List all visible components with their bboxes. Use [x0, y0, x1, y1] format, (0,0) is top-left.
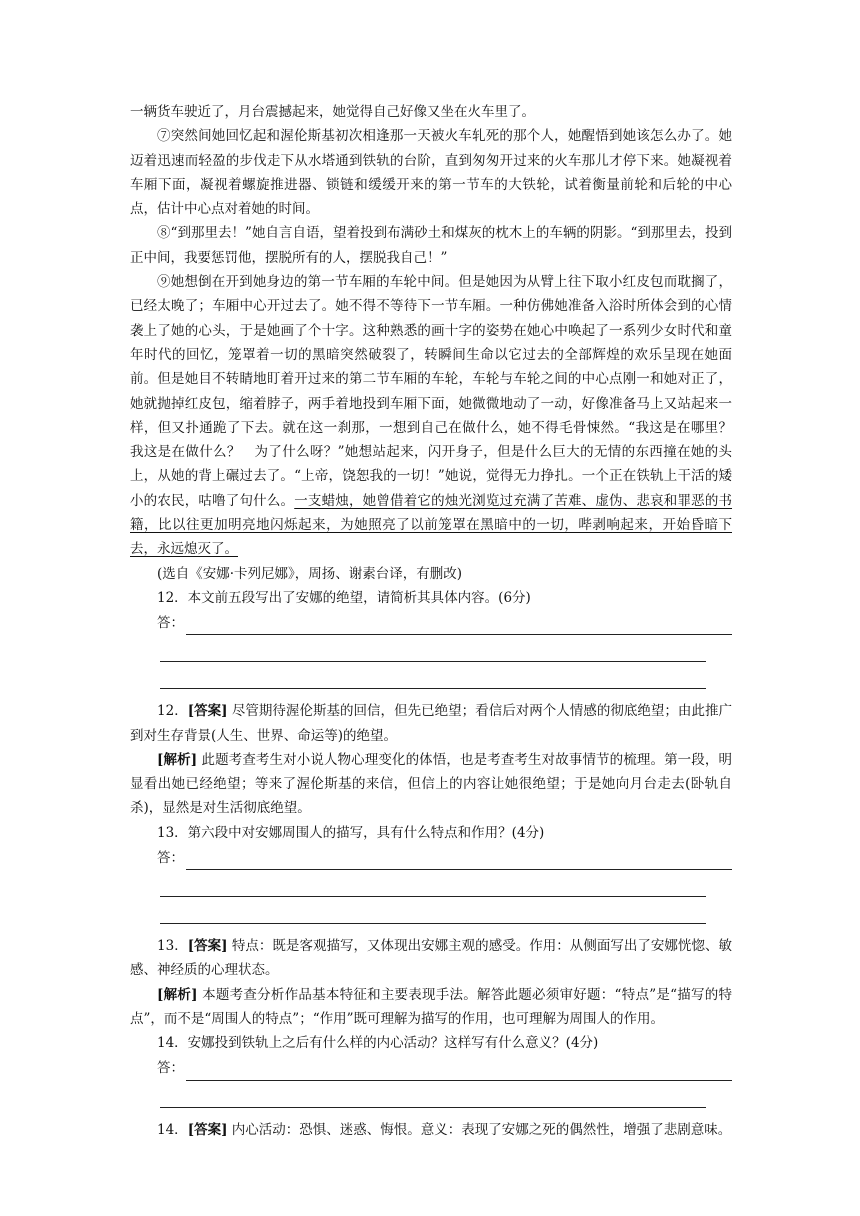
- analysis-tag: [解析]: [157, 751, 198, 768]
- analysis-block-12: [130, 748, 732, 821]
- answer-line[interactable]: [160, 662, 706, 689]
- question-12: 12．本文前五段写出了安娜的绝望，请简析其具体内容。(6分): [157, 589, 531, 606]
- answer-text: 特点：既是客观描写，又体现出安娜主观的感受。作用：从侧面写出了安娜恍惚、敏感、神经质的心理状态。: [130, 938, 732, 979]
- answer-line[interactable]: [186, 619, 732, 635]
- answer-line[interactable]: [160, 635, 706, 662]
- answer-tag: [答案]: [187, 938, 228, 955]
- answer-text: 内心活动：恐惧、迷惑、悔恨。意义：表现了安娜之死的偶然性，增强了悲剧意味。: [231, 1121, 732, 1138]
- analysis-block-13: [130, 983, 732, 1032]
- document-page: [130, 100, 746, 1142]
- answer-tag: [答案]: [187, 1121, 228, 1138]
- question-13: 13．第六段中对安娜周围人的描写，具有什么特点和作用？(4分): [157, 824, 545, 841]
- answer-row-14: [130, 1056, 732, 1081]
- story-paragraph-8: ⑧“到那里去！”她自言自语，望着投到布满砂土和煤灰的枕木上的车辆的阴影。“到那里去，投到正中间，我要惩罚他，摆脱所有的人，摆脱我自己！”: [130, 225, 732, 266]
- answer-row-12: [130, 610, 732, 635]
- story-line-top: 一辆货车驶近了，月台震撼起来，她觉得自己好像又坐在火车里了。: [130, 104, 535, 120]
- answer-label: 答：: [157, 614, 184, 631]
- answer-label: 答：: [157, 849, 184, 866]
- story-paragraph-9: [130, 270, 746, 562]
- answer-row-13: [130, 845, 732, 870]
- answer-text: 尽管期待渥伦斯基的回信，但先已绝望；看信后对两个人情感的彻底绝望；由此推广到对生存背景(人生、世界、命运等)的绝望。: [130, 703, 732, 744]
- answer-number: 12．: [157, 703, 188, 720]
- answer-label: 答：: [157, 1060, 184, 1077]
- answer-block-14: [130, 1118, 732, 1142]
- paragraph-9-text: ⑨她想倒在开到她身边的第一节车厢的车轮中间。但是她因为从臂上往下取小红皮包而耽搁了，已经太晚了；车厢中心开过去了。她不得不等待下一节车厢。一种仿佛她准备入浴时所体会到的心情袭上了她的心头，于是她画了个十字。这种熟悉的画十字的姿势在她心中唤起了一系列少女时代和童年时代的回忆，笼罩着一切的黑暗突然破裂了，转瞬间生命以它过去的全部辉煌的欢乐呈现在她面前。但是她目不转睛地盯着开过来的第二节车厢的车轮，车轮与车轮之间的中心点刚一和她对正了，她就抛掉红皮包，缩着脖子，两手着地投到车厢下面，她微微地动了一动，好像准备马上又站起来一样，但又扑通跪了下去。就在这一刹那，一想到自己在做什么，她不得毛骨悚然。“我这是在哪里？ 我这是在做什么？ 为了什么呀？”她想站起来，闪开身子，但是什么巨大的无情的东西撞在她的头上，从她的背上碾过去了。“上帝，饶恕我的一切！”她说，觉得无力挣扎。一个正在铁轨上干活的矮小的农民，咕噜了句什么。: [130, 274, 746, 509]
- source-citation: (选自《安娜·卡列尼娜》，周扬、谢素台译，有删改): [157, 565, 463, 582]
- answer-tag: [答案]: [187, 703, 228, 720]
- answer-number: 13．: [157, 938, 188, 955]
- analysis-text: 此题考查考生对小说人物心理变化的体悟，也是考查考生对故事情节的梳理。第一段，明显看出她已经绝望；等来了渥伦斯基的来信，但信上的内容让她很绝望；于是她向月台走去(卧轨自杀)，显然是对生活彻底绝望。: [130, 751, 732, 817]
- analysis-text: 本题考查分析作品基本特征和主要表现手法。解答此题必须审好题：“特点”是“描写的特点”，而不是“周围人的特点”；“作用”既可理解为描写的作用，也可理解为周围人的作用。: [130, 986, 732, 1027]
- answer-block-12: [130, 699, 732, 748]
- answer-line[interactable]: [160, 897, 706, 924]
- answer-line[interactable]: [160, 1081, 706, 1108]
- story-paragraph-7: ⑦突然间她回忆起和渥伦斯基初次相逢那一天被火车轧死的那个人，她醒悟到她该怎么办了。她迈着迅速而轻盈的步伐走下从水塔通到铁轨的台阶，直到匆匆开过来的火车那儿才停下来。她凝视着车厢下面，凝视着螺旋推进器、锁链和缓缓开来的第一节车的大铁轮，试着衡量前轮和后轮的中心点，估计中心点对着她的时间。: [130, 128, 732, 218]
- answer-line[interactable]: [160, 870, 706, 897]
- answer-line[interactable]: [186, 1065, 732, 1081]
- underlined-candle-sentence: 一支蜡烛，她曾借着它的烛光浏览过充满了苦难、虚伪、悲哀和罪恶的书籍，比以往更加明亮地闪烁起来，为她照亮了以前笼罩在黑暗中的一切，哔剥响起来，开始昏暗下去，永远熄灭了。: [130, 492, 733, 558]
- answer-block-13: [130, 934, 732, 983]
- analysis-tag: [解析]: [157, 986, 198, 1003]
- question-14: 14．安娜投到铁轨上之后有什么样的内心活动？这样写有什么意义？(4分): [157, 1035, 599, 1052]
- answer-number: 14．: [157, 1121, 188, 1138]
- answer-line[interactable]: [186, 854, 732, 870]
